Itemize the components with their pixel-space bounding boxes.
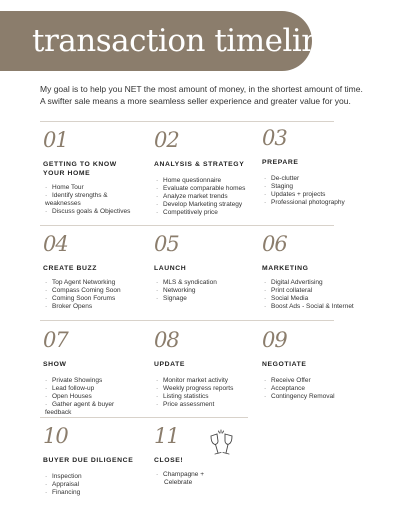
step-number: 08 [154,328,179,352]
header-banner [0,11,339,71]
step-title [154,360,258,369]
step-title-line-1: CREATE BUZZ [43,265,98,272]
step-items [262,377,382,401]
list-item: · De-clutter [262,175,366,183]
step-title-line-1: MARKETING [262,265,309,272]
step-title [43,264,147,273]
step-title [262,360,382,369]
step-title-line-1: BUYER DUE DILIGENCE [43,457,134,464]
list-item: · Coming Soon Forums [43,295,147,303]
list-item: · Social Media [262,295,382,303]
list-item: · Acceptance [262,385,382,393]
list-item: · Top Agent Networking [43,279,147,287]
list-item: · Monitor market activity [154,377,258,385]
step-items [43,184,147,216]
list-item-continued: Celebrate [164,479,193,487]
step-06 [262,232,382,311]
list-item: · Boost Ads - Social & Internet [262,303,382,311]
list-item: · Private Showings [43,377,147,385]
step-08 [154,328,258,409]
step-title-line-1: ANALYSIS & STRATEGY [154,161,245,168]
step-07 [43,328,147,417]
step-items [262,175,366,207]
step-items [43,473,147,497]
step-title-line-1: CLOSE! [154,457,184,464]
step-items [154,177,258,217]
list-item: · Price assessment [154,401,258,409]
step-number: 01 [43,128,68,152]
step-title [262,158,366,167]
step-number: 07 [43,328,68,352]
step-items [154,377,258,409]
step-03 [262,126,366,207]
list-item: · Professional photography [262,199,366,207]
step-items [43,377,147,417]
step-title-line-1: UPDATE [154,361,186,368]
list-item: · Signage [154,295,258,303]
list-item: · Analyze market trends [154,193,258,201]
intro-line-1: My goal is to help you NET the most amount of money, in the shortest amount of time. [40,84,363,94]
list-item: · Evaluate comparable homes [154,185,258,193]
list-item: · Listing statistics [154,393,258,401]
step-title [43,360,147,369]
divider-row-3 [40,320,334,321]
step-title-line-1: NEGOTIATE [262,361,307,368]
step-09 [262,328,382,401]
list-item: · Discuss goals & Objectives [43,208,147,216]
step-number: 05 [154,232,179,256]
list-item: · Home Tour [43,184,147,192]
list-item: · Weekly progress reports [154,385,258,393]
list-item: · Inspection [43,473,147,481]
step-04 [43,232,147,311]
step-items [154,279,258,303]
step-title-line-1: SHOW [43,361,67,368]
list-item: · Compass Coming Soon [43,287,147,295]
list-item: · Staging [262,183,366,191]
list-item: · Gather agent & buyer [43,401,147,409]
divider-row-2 [40,225,334,226]
list-item: · Contingency Removal [262,393,382,401]
divider-row-1 [40,121,334,122]
step-items [154,471,214,487]
list-item: · Open Houses [43,393,147,401]
list-item: · Competitively price [154,209,258,217]
step-number: 10 [43,424,68,448]
list-item: · Develop Marketing strategy [154,201,258,209]
step-title-line-1: GETTING TO KNOW [43,161,117,168]
list-item-continued: weaknesses [45,200,81,208]
list-item: · Updates + projects [262,191,366,199]
list-item: · Lead follow-up [43,385,147,393]
step-number: 02 [154,128,179,152]
step-title [262,264,382,273]
step-title-line-1: LAUNCH [154,265,187,272]
list-item-continued: feedback [45,409,72,417]
list-item: · Digital Advertising [262,279,382,287]
step-items [262,279,382,311]
list-item: · Identify strengths & [43,192,147,200]
step-number: 06 [262,232,287,256]
step-05 [154,232,258,303]
step-title [43,456,147,465]
list-item: · Home questionnaire [154,177,258,185]
intro-text [40,83,380,107]
list-item: · Receive Offer [262,377,382,385]
step-01 [43,128,147,216]
step-title [154,456,214,465]
step-title-line-1: PREPARE [262,159,299,166]
champagne-glasses-icon [206,428,238,458]
step-title [154,160,258,169]
step-11 [154,424,214,487]
list-item: · Broker Opens [43,303,147,311]
step-10 [43,424,147,497]
list-item: · Financing [43,489,147,497]
step-number: 11 [154,424,179,448]
step-title [154,264,258,273]
step-number: 04 [43,232,68,256]
list-item: · Print collateral [262,287,382,295]
step-number: 09 [262,328,287,352]
step-number: 03 [262,126,287,150]
step-items [43,279,147,311]
list-item: · MLS & syndication [154,279,258,287]
list-item: · Networking [154,287,258,295]
step-title-line-2: YOUR HOME [43,170,91,177]
list-item: · Champagne + [154,471,214,479]
step-title [43,160,147,178]
step-02 [154,128,258,217]
list-item: · Appraisal [43,481,147,489]
intro-line-2: A swifter sale means a more seamless seller experience and greater value for you. [40,96,351,106]
page-title: transaction timeline [32,23,339,59]
